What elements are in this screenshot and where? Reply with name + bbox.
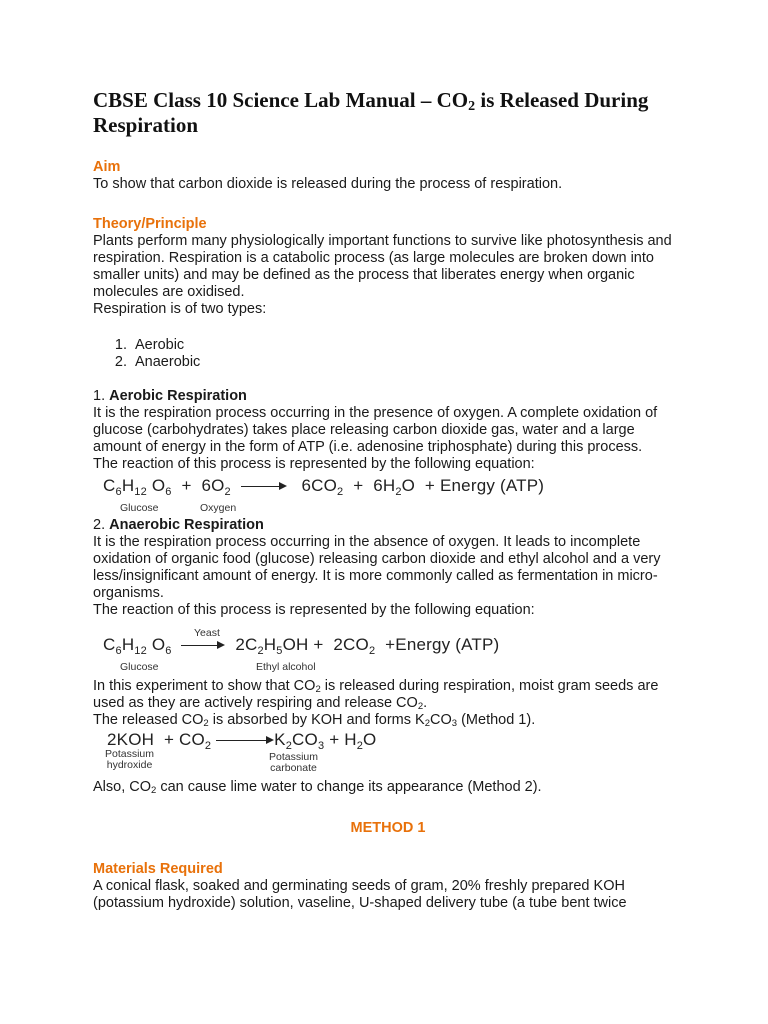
koh-label: Potassium hydroxide	[105, 748, 155, 771]
materials-heading: Materials Required	[93, 861, 223, 877]
reaction-arrow	[216, 736, 274, 746]
aerobic-equation: $C_6H_{12}$ $O_6 + 6O_2$ $6CO_2 + 6H_2O$ + Energy (ATP) Glucose Oxygen	[103, 476, 545, 514]
document-page	[93, 88, 683, 912]
anaerobic-eq-intro: The reaction of this process is represented by the following equation:	[93, 602, 535, 618]
aerobic-eq-intro: The reaction of this process is represented by the following equation:	[93, 456, 535, 472]
oxygen-label: Oxygen	[200, 502, 237, 514]
koh-equation: $2KOH + CO_2$ $K_2CO_3 + H_2O$ Potassium hydroxide Potassium carbonate	[105, 730, 377, 774]
glucose-label: Glucose	[120, 502, 159, 514]
anaerobic-equation: Yeast $C_6H_{12}$ $O_6$ $2C_2H_5OH + 2CO_2$ +Energy (ATP) Glucose Ethyl alcohol	[103, 627, 500, 673]
aerobic-heading-line: 1. Aerobic Respiration	[93, 388, 247, 404]
ethyl-alcohol-label: Ethyl alcohol	[256, 661, 316, 673]
types-intro: Respiration is of two types:	[93, 301, 267, 317]
k2co3-label: Potassium carbonate	[269, 751, 319, 774]
list-item: 1. Aerobic	[131, 337, 683, 354]
aerobic-heading: Aerobic Respiration	[109, 388, 247, 404]
method-1-heading: METHOD 1	[350, 820, 426, 836]
glucose-label: Glucose	[120, 661, 159, 673]
theory-paragraph: Plants perform many physiologically important functions to survive like photosynthesis and respiration. Respiration is a catabolic process (as large molecules are broken down into smaller units) and may be defined as the process that liberates energy when organic molecules are oxidised.	[93, 233, 672, 300]
list-item: 2. Anaerobic	[131, 354, 683, 371]
reaction-arrow	[181, 641, 225, 651]
anaerobic-heading: Anaerobic Respiration	[109, 517, 264, 533]
materials-text: A conical flask, soaked and germinating seeds of gram, 20% freshly prepared KOH (potassium hydroxide) solution, vaseline, U-shaped delivery tube (a tube bent twice	[93, 878, 627, 911]
anaerobic-text: It is the respiration process occurring in the absence of oxygen. It leads to incomplete oxidation of organic food (glucose) releasing carbon dioxide and ethyl alcohol and a very less/insignificant amount of energy. It is more commonly called as fermentation in micro-organisms.	[93, 534, 661, 601]
aerobic-text: It is the respiration process occurring in the presence of oxygen. A complete oxidation of glucose (carbohydrates) takes place releasing carbon dioxide gas, water and a large amount of energy in the form of ATP (i.e. adenosine triphosphate) during this process.	[93, 405, 658, 455]
aim-heading: Aim	[93, 159, 121, 175]
yeast-label: Yeast	[194, 627, 220, 639]
types-list	[93, 337, 683, 371]
reaction-arrow	[241, 482, 287, 492]
page-title: CBSE Class 10 Science Lab Manual – $CO_2$ is Released During Respiration	[93, 88, 649, 137]
experiment-line-3: Also, $CO_2$ can cause lime water to change its appearance (Method 2).	[93, 779, 542, 796]
experiment-line-1: In this experiment to show that $CO_2$ is released during respiration, moist gram seeds are used as they are actively respiring and release $CO_2$.	[93, 678, 659, 712]
anaerobic-heading-line: 2. Anaerobic Respiration	[93, 517, 264, 533]
experiment-line-2: The released $CO_2$ is absorbed by KOH and forms $K_2CO_3$ (Method 1).	[93, 712, 536, 729]
theory-heading: Theory/Principle	[93, 216, 207, 232]
aim-text: To show that carbon dioxide is released during the process of respiration.	[93, 176, 563, 192]
